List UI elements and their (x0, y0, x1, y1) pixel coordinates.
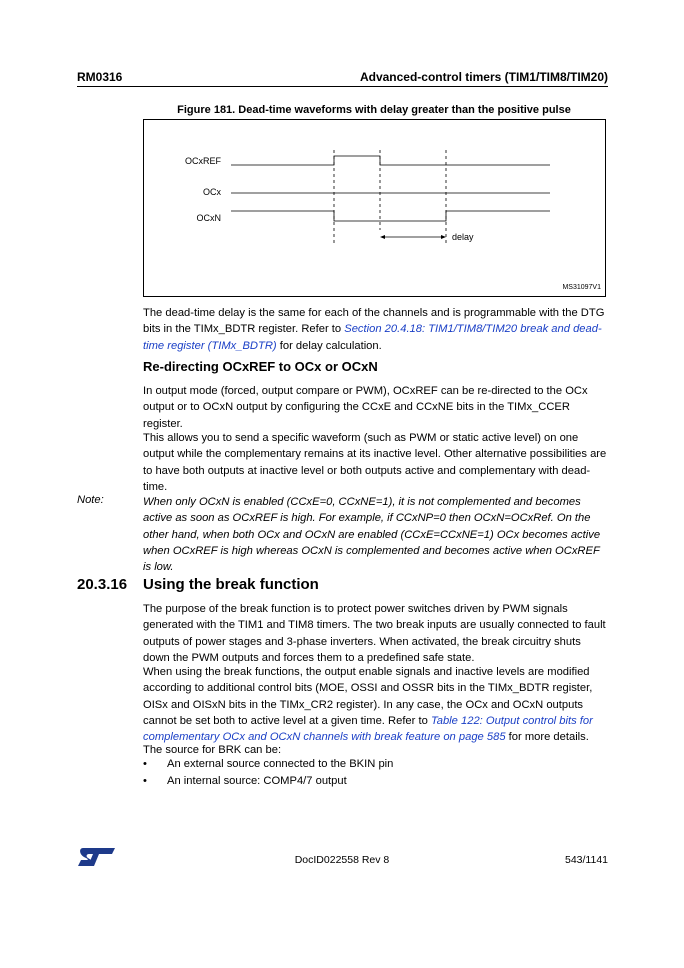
waveform-diagram (144, 120, 607, 298)
brk-source-intro: The source for BRK can be: (143, 744, 282, 756)
break-paragraph-2: When using the break functions, the output enable signals and inactive levels are modified according to additional control bits (MOE, OSSI and OSSR bits in the TIMx_BDTR register, OISx and OISxN bits in the TIMx_CR2 register). In any case, the OCx and OCxN outputs cannot be set both to active level at a given time. Refer to Table 122: Output control bits for complementary OCx and OCxN channels with break feature on page 585 for more details. (143, 666, 593, 744)
redirect-paragraph-1: In output mode (forced, output compare or PWM), OCxREF can be re-directed to the OCx output or to OCxN output by configuring the CCxE and CCxNE bits in the TIMx_CCER register. (143, 385, 588, 430)
section-number: 20.3.16 (77, 576, 128, 593)
section-link[interactable]: Section 20.4.18: TIM1/TIM8/TIM20 break and dead-time register (TIMx_BDTR) (143, 323, 602, 352)
signal-label-ocx: OCx (203, 187, 221, 197)
delay-label: delay (452, 232, 474, 242)
bullet-dot: • (143, 758, 147, 770)
table-link[interactable]: Table 122: Output control bits for complementary OCx and OCxN channels with break feature on page 585 (143, 714, 593, 744)
redirect-paragraph-2: This allows you to send a specific waveform (such as PWM or static active level) on one output while the complementary remains at its inactive level. Other alternative possibilities are to have both outputs at inactive level or both outputs active and complementary with dead-time. (143, 432, 607, 493)
note-text: When only OCxN is enabled (CCxE=0, CCxNE=1), it is not complemented and becomes active as soon as OCxREF is high. For example, if CCxNP=0 then OCxN=OCxRef. On the other hand, when both OCx and OCxN are enabled (CCxE=CCxNE=1) OCx becomes active when OCxREF is high whereas OCxN is complemented and becomes active when OCxREF is low. (143, 496, 601, 574)
page-number: 543/1141 (564, 854, 608, 866)
doc-id-header: RM0316 (77, 70, 123, 84)
delay-arrowhead-left (380, 235, 385, 239)
signal-label-ocxref: OCxREF (185, 156, 221, 166)
ocxref-waveform (231, 156, 550, 165)
figure-ref-id: MS31097V1 (562, 284, 601, 291)
delay-arrowhead-right (441, 235, 446, 239)
list-item: An external source connected to the BKIN pin (167, 758, 394, 770)
bullet-dot: • (143, 775, 147, 787)
figure-caption: Figure 181. Dead-time waveforms with delay greater than the positive pulse (177, 104, 571, 116)
ocxn-waveform (231, 211, 550, 221)
break-paragraph-1: The purpose of the break function is to protect power switches driven by PWM signals generated with the TIM1 and TIM8 timers. The two break inputs are usually connected to fault outputs of power stages and 3-phase inverters. When activated, the break circuitry shuts down the PWM outputs and forces them to a predefined safe state. (143, 603, 606, 664)
section-title: Using the break function (143, 576, 319, 593)
figure-frame (143, 119, 606, 297)
signal-label-ocxn: OCxN (196, 213, 221, 223)
dead-time-paragraph: The dead-time delay is the same for each of the channels and is programmable with the DTG bits in the TIMx_BDTR register. Refer to Section 20.4.18: TIM1/TIM8/TIM20 break and dead-time register (TIMx_BDTR) for delay calculation. (143, 307, 605, 352)
list-item: An internal source: COMP4/7 output (167, 775, 347, 787)
note-label: Note: (77, 494, 104, 506)
chapter-title-header: Advanced-control timers (TIM1/TIM8/TIM20) (359, 70, 608, 84)
footer-doc-id: DocID022558 Rev 8 (294, 854, 390, 866)
subsection-title: Re-directing OCxREF to OCx or OCxN (143, 359, 378, 374)
header-rule (77, 86, 608, 87)
